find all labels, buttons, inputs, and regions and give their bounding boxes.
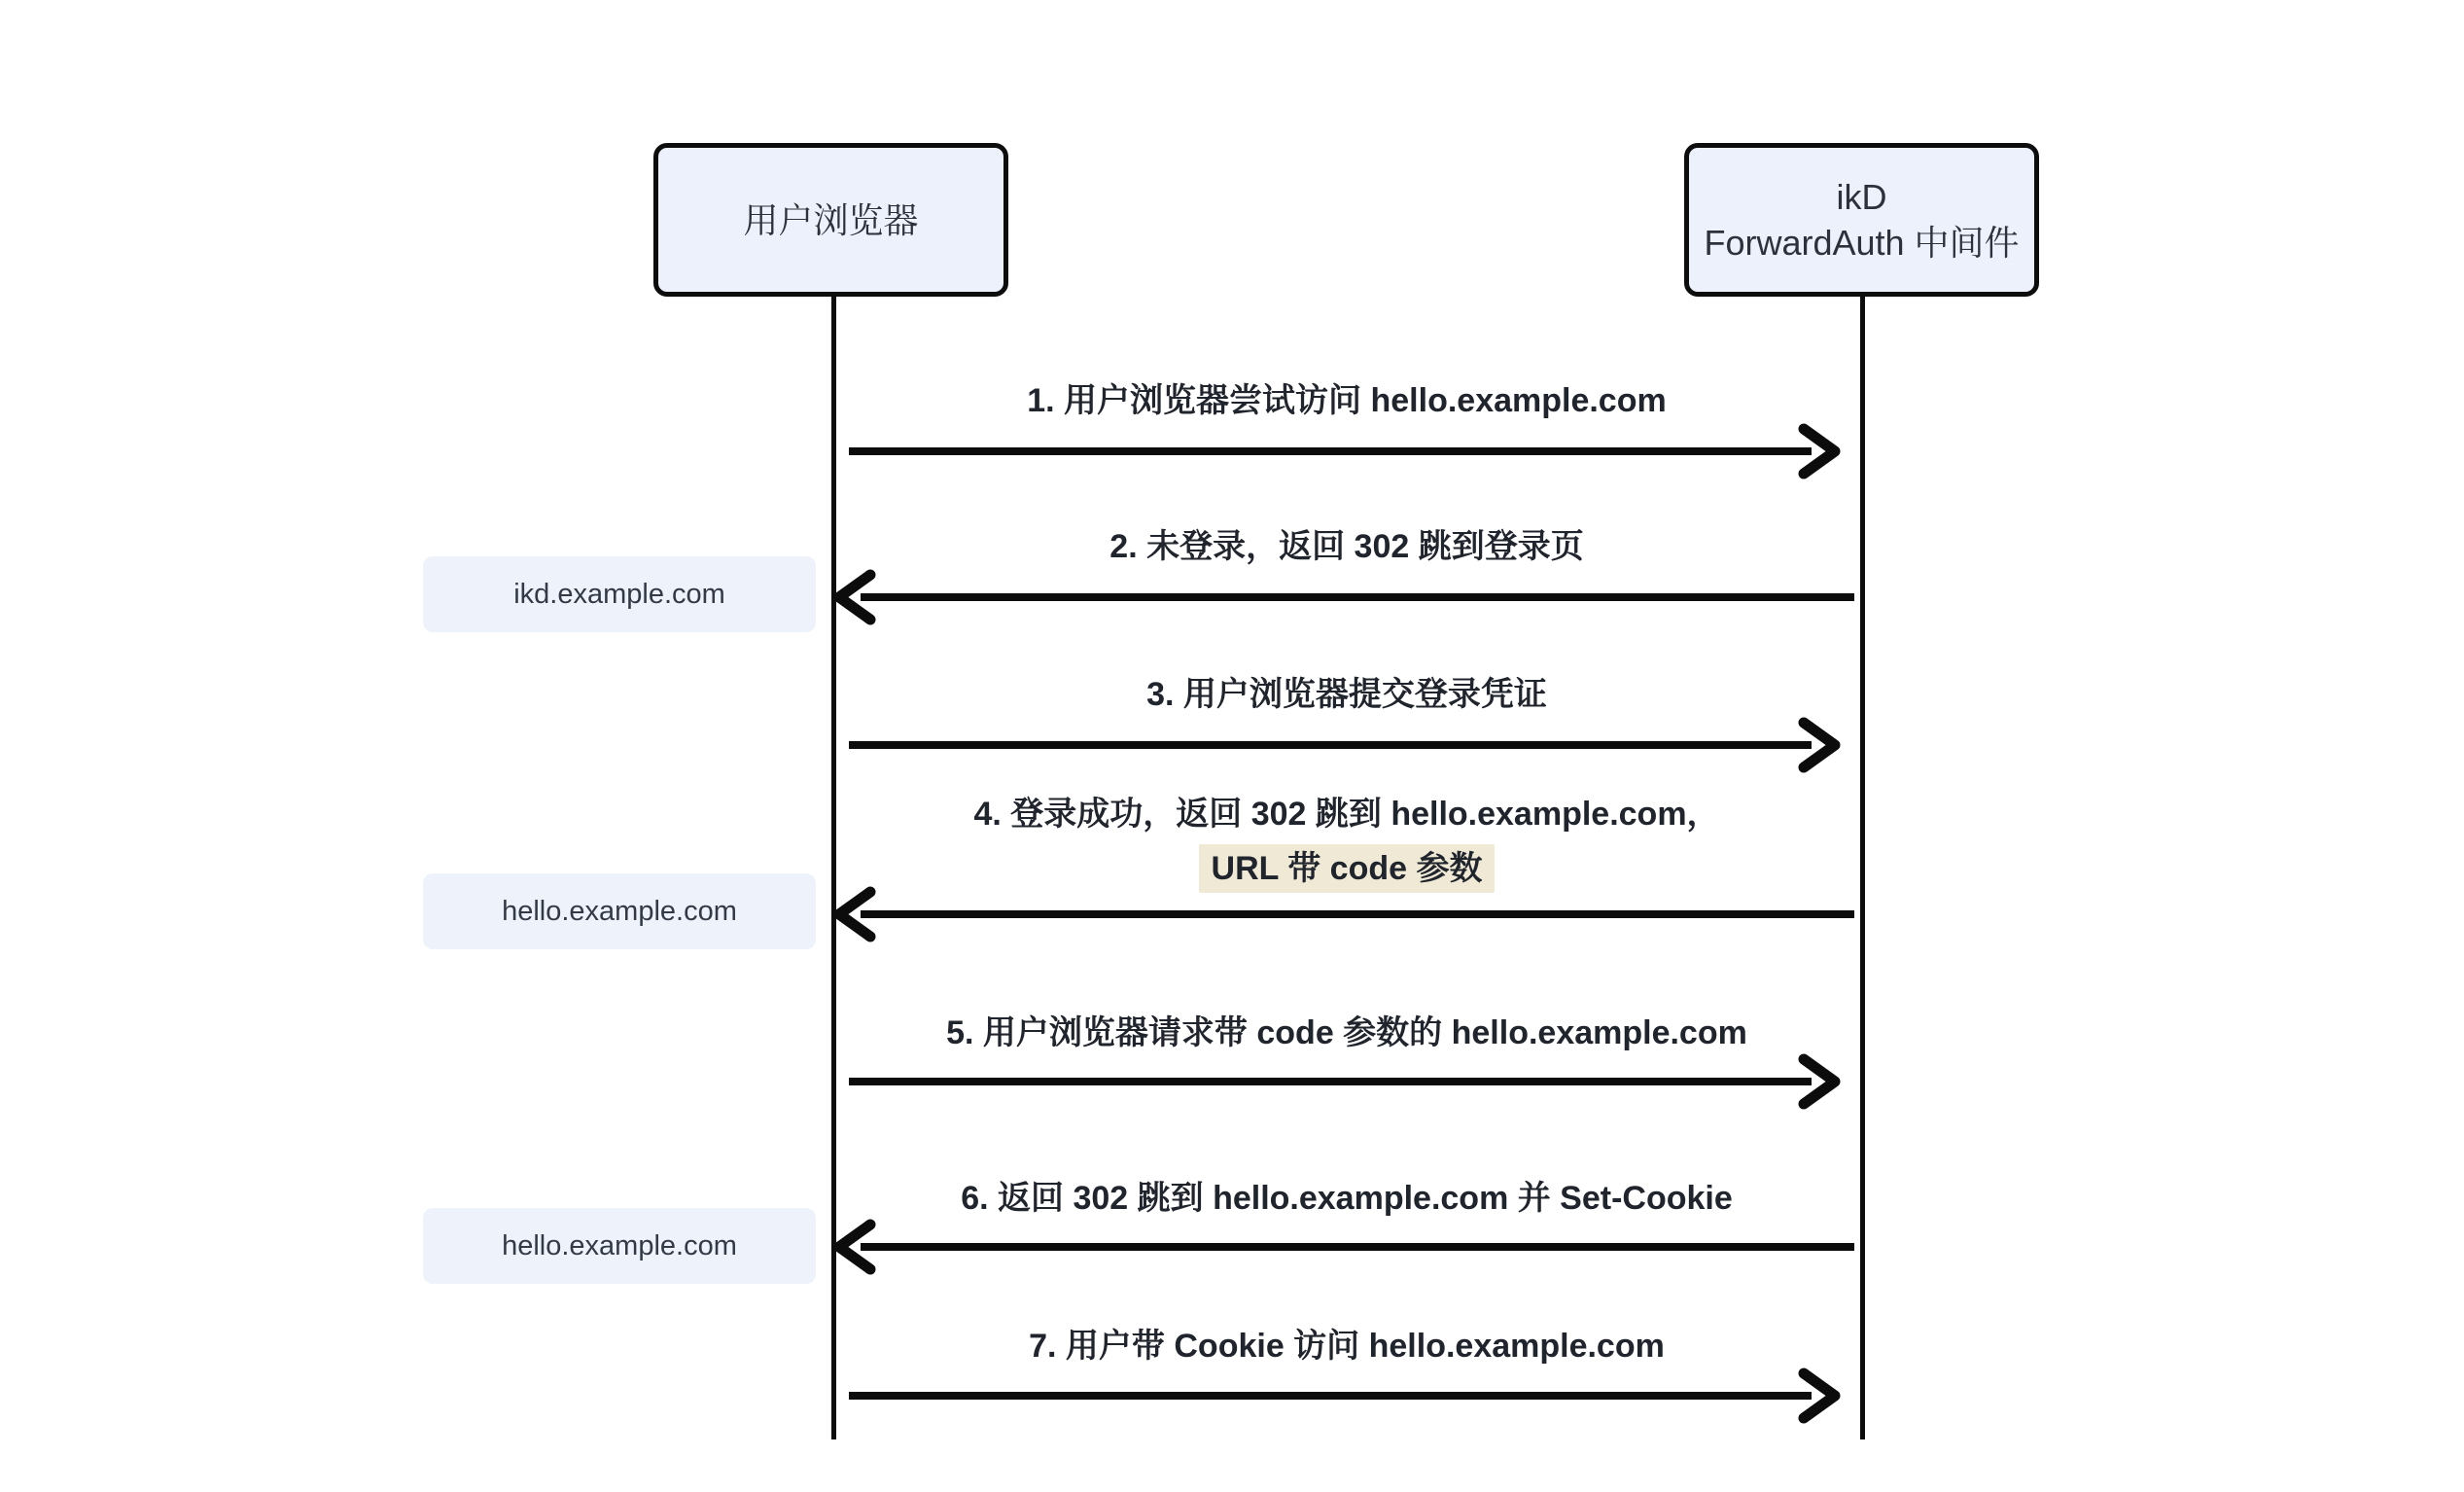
- side-label-hello-example-com-2: hello.example.com: [423, 1208, 816, 1284]
- side-label-ikd-example-com: ikd.example.com: [423, 556, 816, 632]
- actor-middleware-label-line1: ikD: [1836, 177, 1887, 217]
- actor-middleware-label-line2: ForwardAuth 中间件: [1704, 223, 2020, 263]
- message-5-label: 5. 用户浏览器请求带 code 参数的 hello.example.com: [946, 1014, 1747, 1051]
- actor-forwardauth-middleware: [1684, 143, 2039, 297]
- arrow-4-left: [831, 883, 1862, 945]
- arrow-2-left: [831, 566, 1862, 628]
- message-4-line1: 4. 登录成功，返回 302 跳到 hello.example.com，: [973, 796, 1720, 833]
- arrow-7-right: [831, 1365, 1862, 1427]
- message-6-label: 6. 返回 302 跳到 hello.example.com 并 Set-Cookie: [961, 1180, 1733, 1217]
- message-1-label: 1. 用户浏览器尝试访问 hello.example.com: [1027, 382, 1667, 419]
- actor-user-browser: [653, 143, 1008, 297]
- actor-user-browser-label: 用户浏览器: [743, 199, 919, 240]
- message-7-label: 7. 用户带 Cookie 访问 hello.example.com: [1029, 1328, 1665, 1365]
- arrow-5-right: [831, 1050, 1862, 1113]
- message-4-label: [836, 792, 1857, 893]
- side-label-hello-example-com-1: hello.example.com: [423, 873, 816, 949]
- message-2-label: 2. 未登录，返回 302 跳到登录页: [1109, 528, 1584, 565]
- arrow-6-left: [831, 1216, 1862, 1278]
- message-3-label: 3. 用户浏览器提交登录凭证: [1146, 676, 1547, 713]
- message-4-line2-highlight: URL 带 code 参数: [1199, 844, 1496, 893]
- arrow-1-right: [831, 420, 1862, 482]
- arrow-3-right: [831, 714, 1862, 776]
